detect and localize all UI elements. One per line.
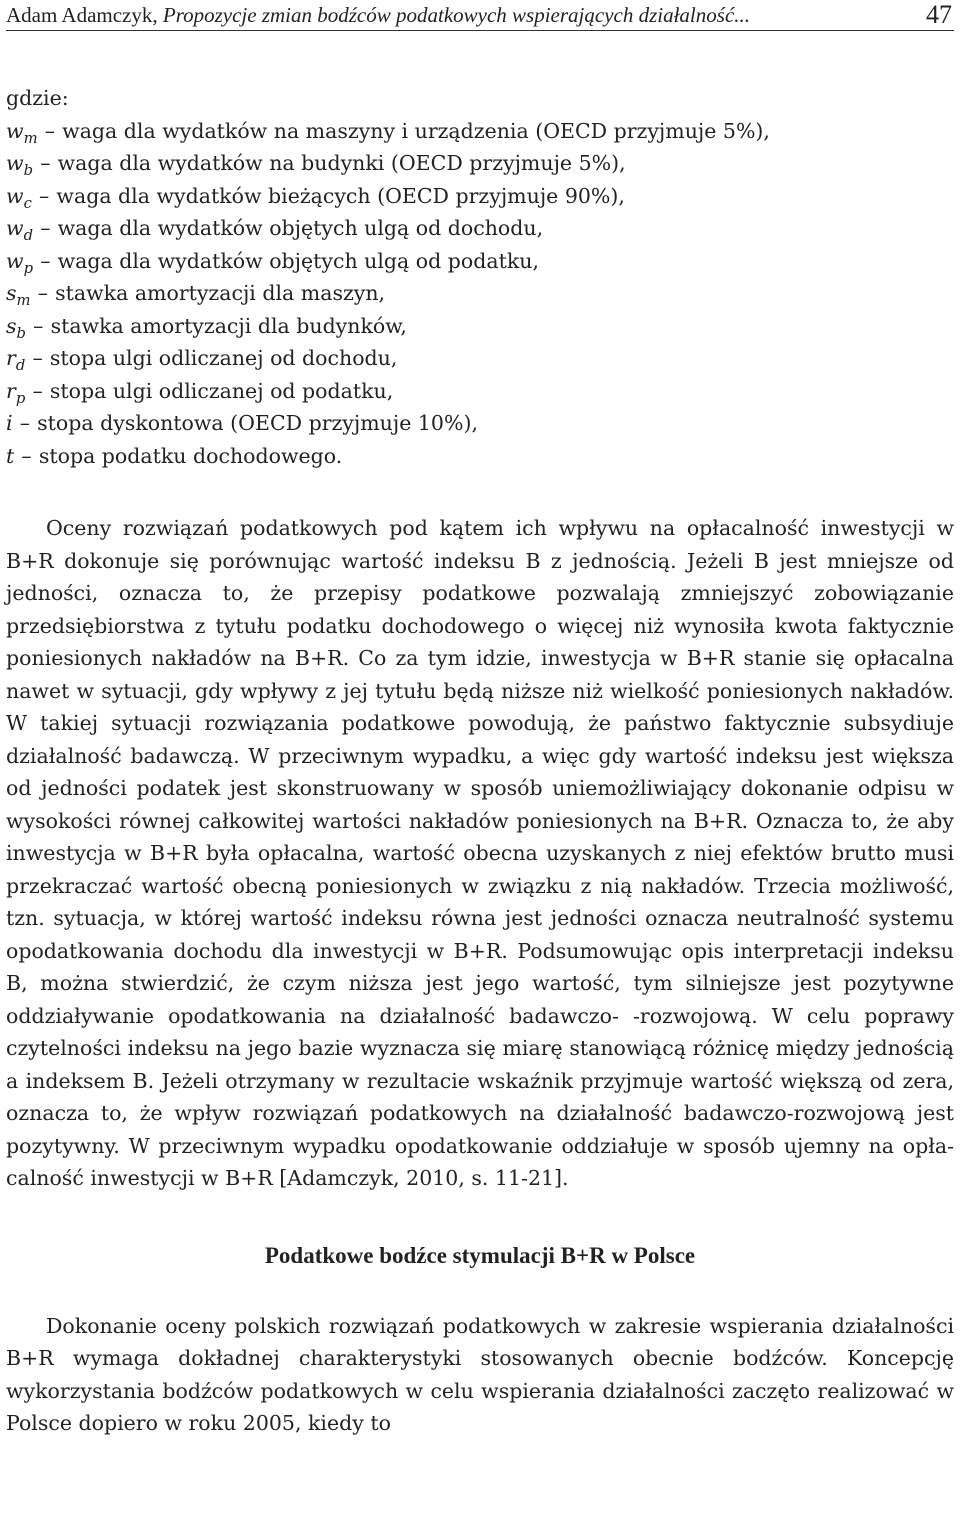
page-number: 47: [926, 0, 952, 29]
legend-symbol: [6, 440, 14, 473]
legend-symbol: [6, 375, 25, 408]
legend-symbol-base: r: [6, 346, 16, 370]
legend-symbol-subscript: p: [23, 259, 34, 277]
legend-item: [6, 277, 954, 310]
legend-intro: gdzie:: [6, 86, 69, 110]
legend-dash: –: [40, 248, 51, 273]
legend-symbol-base: s: [6, 313, 17, 338]
body-paragraph: Oceny rozwiązań podatkowych pod kątem ich wpływu na opłacalność inwestycji w B+R dokonuje się porównując wartość indeksu B z jednością. Jeżeli B jest mniejsze od jedności, oznacza to, że przepisy podatkowe pozwalają zmniejszyć zobowiązanie przedsiębiorstwa z tytułu podatku dochodowego o więcej niż wynosiła kwota faktycznie poniesionych nakładów na B+R. Co za tym idzie, inwestycja w B+R stanie się opłacalna nawet w sytuacji, gdy wpływy z jej tytułu będą niższe niż wielkość poniesionych nakładów. W takiej sytuacji rozwiązania podatkowe powodują, że państwo faktycznie subsydiuje działalność badawczą. W przeciwnym wypadku, a więc gdy wartość indeksu jest większa od jedności podatek jest skonstruowany w sposób uniemożliwiający dokonanie odpisu w wysokości równej całkowitej wartości nakładów poniesionych na B+R. Oznacza to, że aby inwestycja w B+R była opłacalna, wartość obecna uzyskanych z niej efektów brutto musi przekraczać wartość obecną poniesionych w związku z nią nakładów. Trzecia możliwość, tzn. sytuacja, w której wartość indeksu równa jest jedności oznacza neutralność systemu opodatkowania dochodu dla inwestycji w B+R. Podsumowując opis interpretacji indeksu B, można stwierdzić, że czym niższa jest jego wartość, tym silniejsze jest pozytywne oddziaływanie opodatkowania na działalność badawczo- -rozwojową. W celu poprawy czytelności indeksu na jego bazie wyznacza się miarę stanowiącą różnicę między jednością a indeksem B. Jeżeli otrzymany w rezultacie wskaźnik przyjmuje wartość większą od zera, oznacza to, że wpływ rozwiązań podatkowych na działalność badawczo-rozwojową jest pozytywny. W przeciwnym wypadku opodatkowanie oddziałuje w sposób ujemny na opłacalność inwestycji w B+R [Adamczyk, 2010, s. 11-21].: [6, 516, 954, 1190]
page-body: [6, 82, 954, 1440]
legend-item: [6, 342, 954, 375]
running-title: [6, 0, 750, 30]
legend-dash: –: [39, 183, 50, 208]
legend-symbol: [6, 310, 26, 343]
legend-dash: –: [40, 151, 51, 175]
running-header: [6, 0, 954, 31]
legend-symbol-subscript: m: [16, 292, 31, 310]
legend-symbol-base: w: [6, 216, 24, 240]
legend-description: stopa podatku dochodowego.: [38, 443, 343, 468]
legend-dash: –: [40, 216, 51, 240]
legend-description: stawka amortyzacji dla budynków,: [50, 313, 407, 338]
legend-item: [6, 310, 954, 343]
legend-item: [6, 115, 954, 148]
legend-symbol-base: w: [6, 183, 24, 208]
legend-description: waga dla wydatków bieżących (OECD przyjmuje 90%),: [56, 183, 625, 208]
legend-symbol-subscript: d: [23, 227, 34, 245]
legend-item: [6, 180, 954, 213]
section-heading: Podatkowe bodźce stymulacji B+R w Polsce: [264, 1242, 696, 1268]
legend-item: [6, 245, 954, 278]
legend-symbol-subscript: p: [15, 389, 26, 407]
legend-item: [6, 212, 954, 245]
legend-dash: –: [33, 313, 44, 338]
legend-symbol: [6, 407, 13, 440]
legend-symbol-subscript: c: [23, 194, 32, 212]
legend-item: [6, 147, 954, 180]
legend-symbol-base: s: [6, 281, 17, 305]
legend-description: stawka amortyzacji dla maszyn,: [55, 281, 386, 305]
legend-symbol-base: t: [6, 443, 15, 468]
legend-symbol-subscript: b: [16, 324, 26, 342]
legend-symbol-base: w: [6, 118, 24, 143]
legend-symbol-base: i: [6, 411, 13, 435]
header-author: Adam Adamczyk,: [6, 3, 163, 27]
body-paragraph-continued: Dokonanie oceny polskich rozwiązań podatkowych w zakresie wspierania działalności B+R wymaga dokładnej charakterystyki stosowanych obecnie bodźców. Koncepcję wykorzystania bodźców podatkowych w celu wspierania działalności zaczęto realizować w Polsce dopiero w roku 2005, kiedy to: [6, 1313, 954, 1435]
legend-dash: –: [37, 281, 48, 305]
legend-dash: –: [21, 443, 32, 468]
legend-dash: –: [32, 346, 43, 370]
legend-symbol-subscript: m: [23, 129, 38, 147]
symbol-legend: [6, 115, 954, 473]
legend-symbol: [6, 277, 31, 310]
legend-dash: –: [19, 411, 30, 435]
legend-symbol-base: w: [6, 248, 24, 273]
legend-symbol-subscript: d: [15, 357, 26, 375]
legend-dash: –: [44, 118, 55, 143]
header-article-title: Propozycje zmian bodźców podatkowych wspierających działalność...: [162, 3, 751, 27]
legend-symbol-base: r: [6, 378, 16, 403]
legend-description: waga dla wydatków na budynki (OECD przyjmuje 5%),: [57, 151, 626, 175]
legend-description: stopa ulgi odliczanej od dochodu,: [49, 346, 398, 370]
legend-symbol: [6, 245, 33, 278]
legend-description: stopa dyskontowa (OECD przyjmuje 10%),: [37, 411, 478, 435]
legend-description: waga dla wydatków objętych ulgą od podatku,: [57, 248, 539, 273]
legend-description: waga dla wydatków objętych ulgą od dochodu,: [57, 216, 544, 240]
legend-dash: –: [32, 378, 43, 403]
legend-symbol-base: w: [6, 151, 24, 175]
legend-item: [6, 440, 954, 473]
legend-symbol-subscript: b: [23, 162, 34, 180]
legend-description: waga dla wydatków na maszyny i urządzenia (OECD przyjmuje 5%),: [62, 118, 770, 143]
legend-symbol: [6, 147, 33, 180]
legend-symbol: [6, 212, 33, 245]
legend-item: [6, 375, 954, 408]
legend-symbol: [6, 180, 32, 213]
legend-symbol: [6, 115, 38, 148]
legend-symbol: [6, 342, 25, 375]
legend-description: stopa ulgi odliczanej od podatku,: [49, 378, 394, 403]
legend-item: [6, 407, 954, 440]
